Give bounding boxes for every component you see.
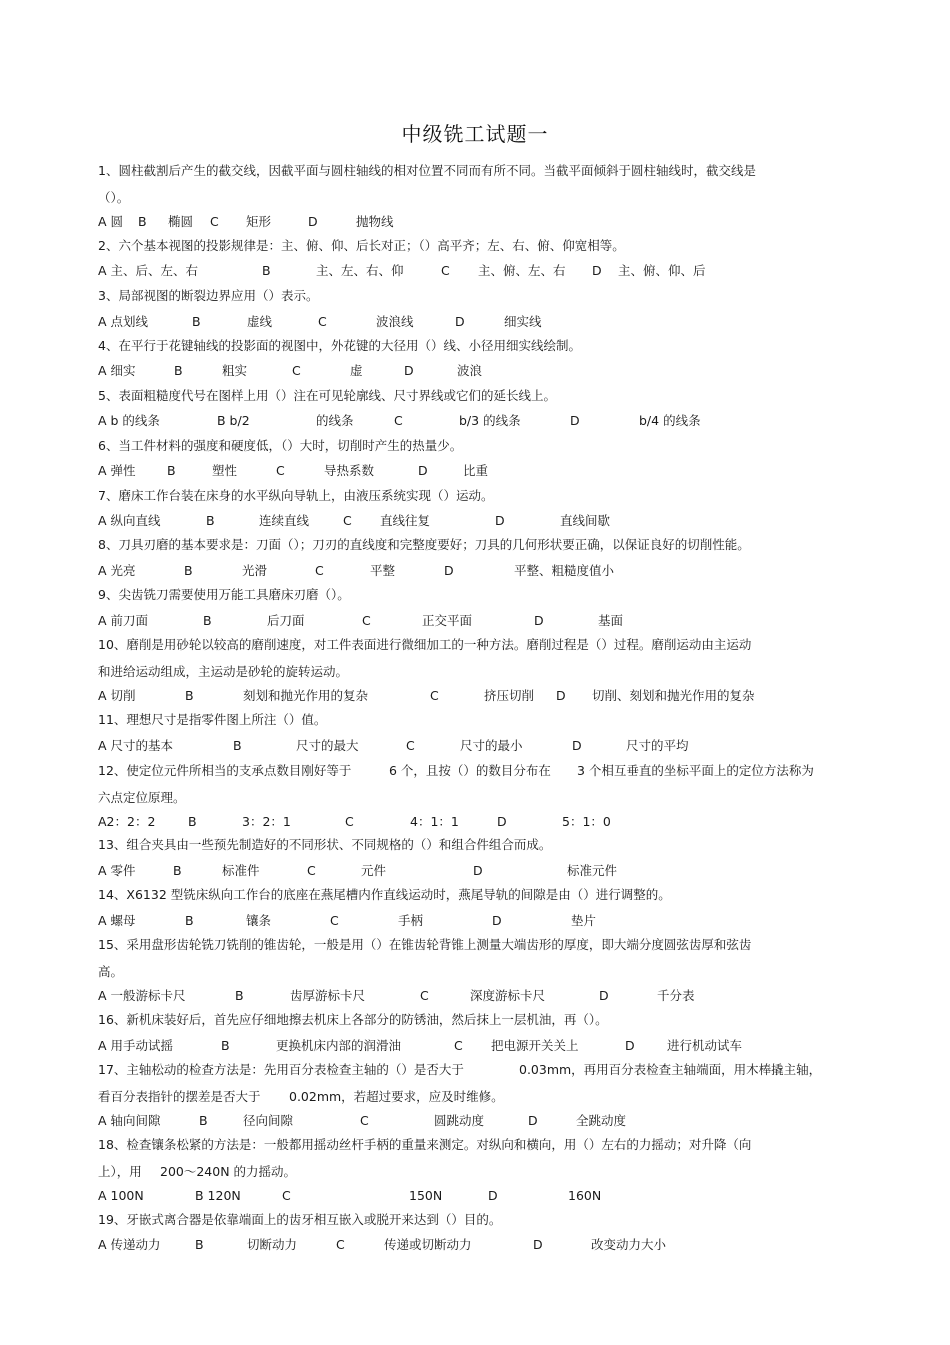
- q1-option-d: 抛物线: [356, 214, 394, 229]
- q7-option-d: 直线间歇: [560, 513, 611, 528]
- q19-option-c-letter: C: [336, 1237, 345, 1252]
- q6-option-d: 比重: [463, 463, 489, 478]
- question-10-text-cont: 和进给运动组成，主运动是砂轮的旋转运动。: [98, 664, 349, 679]
- question-13-text: 13、组合夹具由一些预先制造好的不同形状、不同规格的（）和组合件组合而成。: [98, 837, 552, 852]
- q3-option-b-letter: B: [192, 314, 201, 329]
- q15-option-d-letter: D: [599, 988, 609, 1003]
- q19-option-d-letter: D: [533, 1237, 543, 1252]
- q3-option-c: 波浪线: [376, 314, 414, 329]
- q17-option-d: 全跳动度: [576, 1113, 627, 1128]
- q8-option-a: A 光亮: [98, 563, 136, 578]
- q15-option-d: 千分表: [657, 988, 695, 1003]
- q3-option-c-letter: C: [318, 314, 327, 329]
- q4-option-d-letter: D: [404, 363, 414, 378]
- q13-option-b: 标准件: [222, 863, 260, 878]
- question-18-text-cont: 上），用: [98, 1164, 142, 1179]
- q8-option-c: 平整: [370, 563, 396, 578]
- q17-option-a: A 轴向间隙: [98, 1113, 161, 1128]
- q1-option-c: 矩形: [246, 214, 272, 229]
- q16-option-b-letter: B: [221, 1038, 230, 1053]
- question-8-text: 8、刀具刃磨的基本要求是：刀面（）；刀刃的直线度和完整度要好；刀具的几何形状要正确，以保证良好的切削性能。: [98, 537, 750, 552]
- q5-option-c: b/3 的线条: [459, 413, 521, 428]
- q3-option-d: 细实线: [504, 314, 542, 329]
- q11-option-c: 尺寸的最小: [460, 738, 523, 753]
- q5-option-c-letter: C: [394, 413, 403, 428]
- question-1-text-cont: （）。: [98, 190, 130, 205]
- q12-option-d: 5：1：0: [562, 814, 611, 829]
- q5-option-a: A b 的线条: [98, 413, 160, 428]
- q1-option-d-letter: D: [308, 214, 318, 229]
- q1-option-b: 椭圆: [168, 214, 194, 229]
- q15-option-b-letter: B: [235, 988, 244, 1003]
- q2-option-b-letter: B: [262, 263, 271, 278]
- question-19-text: 19、牙嵌式离合器是依靠端面上的齿牙相互嵌入或脱开来达到（）目的。: [98, 1212, 502, 1227]
- q14-option-a: A 螺母: [98, 913, 136, 928]
- question-18-text-cont-b: 200～240N 的力摇动。: [160, 1164, 297, 1179]
- q13-option-b-letter: B: [173, 863, 182, 878]
- q14-option-d-letter: D: [492, 913, 502, 928]
- q10-option-a: A 切削: [98, 688, 136, 703]
- q4-option-c-letter: C: [292, 363, 301, 378]
- q13-option-c: 元件: [361, 863, 387, 878]
- q4-option-c: 虚: [350, 363, 363, 378]
- q17-option-b: 径向间隙: [243, 1113, 294, 1128]
- q4-option-b: 粗实: [222, 363, 248, 378]
- q8-option-b-letter: B: [184, 563, 193, 578]
- q1-option-c-letter: C: [210, 214, 219, 229]
- q2-option-c-letter: C: [441, 263, 450, 278]
- q3-option-a: A 点划线: [98, 314, 149, 329]
- question-15-text-cont: 高。: [98, 964, 124, 979]
- q9-option-d: 基面: [598, 613, 624, 628]
- q11-option-b-letter: B: [233, 738, 242, 753]
- question-6-text: 6、当工件材料的强度和硬度低，（）大时，切削时产生的热量少。: [98, 438, 463, 453]
- question-15-text: 15、采用盘形齿轮铣刀铣削的锥齿轮，一般是用（）在锥齿轮背锥上测量大端齿形的厚度，即大端分度圆弦齿厚和弦齿: [98, 937, 752, 952]
- question-7-text: 7、磨床工作台装在床身的水平纵向导轨上，由液压系统实现（）运动。: [98, 488, 494, 503]
- q5-option-b: B b/2: [217, 413, 250, 428]
- q7-option-b-letter: B: [206, 513, 215, 528]
- q16-option-c: 把电源开关关上: [491, 1038, 579, 1053]
- q18-option-c: 150N: [409, 1188, 443, 1203]
- q19-option-d: 改变动力大小: [591, 1237, 667, 1252]
- q6-option-b-letter: B: [167, 463, 176, 478]
- q17-option-b-letter: B: [199, 1113, 208, 1128]
- q1-option-a: A 圆: [98, 214, 124, 229]
- q9-option-b: 后刀面: [267, 613, 305, 628]
- q2-option-c: 主、俯、左、右: [478, 263, 566, 278]
- q17-option-c: 圆跳动度: [434, 1113, 485, 1128]
- q2-option-a: A 主、后、左、右: [98, 263, 199, 278]
- q19-option-c: 传递或切断动力: [384, 1237, 472, 1252]
- question-17-text-b: 0.03mm，再用百分表检查主轴端面，用木棒撬主轴，: [519, 1062, 822, 1077]
- q10-option-c-letter: C: [430, 688, 439, 703]
- q10-option-d-letter: D: [556, 688, 566, 703]
- q18-option-b: B 120N: [195, 1188, 241, 1203]
- q14-option-b: 镶条: [246, 913, 272, 928]
- q3-option-b: 虚线: [247, 314, 273, 329]
- question-12-text-c: 3 个相互垂直的坐标平面上的定位方法称为: [577, 763, 814, 778]
- q4-option-b-letter: B: [174, 363, 183, 378]
- q8-option-d-letter: D: [444, 563, 454, 578]
- q4-option-a: A 细实: [98, 363, 136, 378]
- q7-option-c-letter: C: [343, 513, 352, 528]
- q12-option-c-letter: C: [345, 814, 354, 829]
- q5-option-b-cont: 的线条: [316, 413, 354, 428]
- q8-option-b: 光滑: [242, 563, 268, 578]
- q15-option-c: 深度游标卡尺: [470, 988, 546, 1003]
- q14-option-c: 手柄: [398, 913, 424, 928]
- q12-option-d-letter: D: [497, 814, 507, 829]
- q8-option-d: 平整、粗糙度值小: [514, 563, 615, 578]
- q13-option-d: 标准元件: [567, 863, 618, 878]
- q16-option-d: 进行机动试车: [667, 1038, 743, 1053]
- q17-option-d-letter: D: [528, 1113, 538, 1128]
- question-9-text: 9、尖齿铣刀需要使用万能工具磨床刃磨（）。: [98, 587, 350, 602]
- question-17-text: 17、主轴松动的检查方法是：先用百分表检查主轴的（）是否大于: [98, 1062, 464, 1077]
- q12-option-b: 3：2：1: [242, 814, 291, 829]
- question-4-text: 4、在平行于花键轴线的投影面的视图中，外花键的大径用（）线、小径用细实线绘制。: [98, 338, 581, 353]
- q13-option-a: A 零件: [98, 863, 136, 878]
- q4-option-d: 波浪: [457, 363, 483, 378]
- q19-option-b-letter: B: [195, 1237, 204, 1252]
- q1-option-b-letter: B: [138, 214, 147, 229]
- q15-option-b: 齿厚游标卡尺: [290, 988, 366, 1003]
- q18-option-a: A 100N: [98, 1188, 144, 1203]
- question-18-text: 18、检查镶条松紧的方法是：一般都用摇动丝杆手柄的重量来测定。对纵向和横向，用（）左右的力摇动；对升降（向: [98, 1137, 752, 1152]
- q15-option-c-letter: C: [420, 988, 429, 1003]
- q18-option-d-letter: D: [488, 1188, 498, 1203]
- question-14-text: 14、X6132 型铣床纵向工作台的底座在燕尾槽内作直线运动时，燕尾导轨的间隙是由（）进行调整的。: [98, 887, 671, 902]
- q14-option-b-letter: B: [185, 913, 194, 928]
- q7-option-a: A 纵向直线: [98, 513, 161, 528]
- q10-option-d: 切削、刻划和抛光作用的复杂: [592, 688, 755, 703]
- q9-option-c: 正交平面: [422, 613, 473, 628]
- q2-option-b: 主、左、右、仰: [316, 263, 404, 278]
- q2-option-d: 主、俯、仰、后: [618, 263, 706, 278]
- question-16-text: 16、新机床装好后，首先应仔细地擦去机床上各部分的防锈油，然后抹上一层机油，再（）。: [98, 1012, 608, 1027]
- q10-option-c: 挤压切削: [484, 688, 535, 703]
- q13-option-c-letter: C: [307, 863, 316, 878]
- q8-option-c-letter: C: [315, 563, 324, 578]
- question-17-text-cont: 看百分表指针的摆差是否大于: [98, 1089, 261, 1104]
- q16-option-a: A 用手动试摇: [98, 1038, 174, 1053]
- q11-option-c-letter: C: [406, 738, 415, 753]
- q12-option-a: A2：2：2: [98, 814, 156, 829]
- q16-option-c-letter: C: [454, 1038, 463, 1053]
- q19-option-b: 切断动力: [247, 1237, 298, 1252]
- question-10-text: 10、磨削是用砂轮以较高的磨削速度，对工件表面进行微细加工的一种方法。磨削过程是（）过程。磨削运动由主运动: [98, 637, 752, 652]
- q6-option-c-letter: C: [276, 463, 285, 478]
- q10-option-b: 刻划和抛光作用的复杂: [243, 688, 369, 703]
- q6-option-c: 导热系数: [324, 463, 375, 478]
- q6-option-b: 塑性: [212, 463, 238, 478]
- q16-option-d-letter: D: [625, 1038, 635, 1053]
- q14-option-c-letter: C: [330, 913, 339, 928]
- q12-option-b-letter: B: [188, 814, 197, 829]
- q12-option-c: 4：1：1: [410, 814, 459, 829]
- question-12-text-cont: 六点定位原理。: [98, 790, 186, 805]
- q3-option-d-letter: D: [455, 314, 465, 329]
- q7-option-d-letter: D: [495, 513, 505, 528]
- q11-option-d: 尺寸的平均: [626, 738, 689, 753]
- question-3-text: 3、局部视图的断裂边界应用（）表示。: [98, 288, 319, 303]
- q10-option-b-letter: B: [185, 688, 194, 703]
- q18-option-d: 160N: [568, 1188, 602, 1203]
- q19-option-a: A 传递动力: [98, 1237, 161, 1252]
- q6-option-a: A 弹性: [98, 463, 136, 478]
- q11-option-d-letter: D: [572, 738, 582, 753]
- q9-option-a: A 前刀面: [98, 613, 149, 628]
- q5-option-d-letter: D: [570, 413, 580, 428]
- q7-option-c: 直线往复: [380, 513, 431, 528]
- q6-option-d-letter: D: [418, 463, 428, 478]
- question-1-text: 1、圆柱截割后产生的截交线，因截平面与圆柱轴线的相对位置不同而有所不同。当截平面倾斜于圆柱轴线时，截交线是: [98, 163, 756, 178]
- q9-option-d-letter: D: [534, 613, 544, 628]
- q2-option-d-letter: D: [592, 263, 602, 278]
- question-12-text: 12、使定位元件所相当的支承点数目刚好等于: [98, 763, 352, 778]
- q5-option-d: b/4 的线条: [639, 413, 701, 428]
- q7-option-b: 连续直线: [259, 513, 310, 528]
- q16-option-b: 更换机床内部的润滑油: [276, 1038, 402, 1053]
- question-5-text: 5、表面粗糙度代号在图样上用（）注在可见轮廓线、尺寸界线或它们的延长线上。: [98, 388, 556, 403]
- page-title: 中级铣工试题一: [401, 122, 549, 146]
- question-12-text-b: 6 个，且按（）的数目分布在: [389, 763, 551, 778]
- q17-option-c-letter: C: [360, 1113, 369, 1128]
- question-2-text: 2、六个基本视图的投影规律是：主、俯、仰、后长对正；（）高平齐；左、右、俯、仰宽相等。: [98, 238, 625, 253]
- question-17-text-cont-b: 0.02mm，若超过要求，应及时维修。: [289, 1089, 504, 1104]
- q9-option-b-letter: B: [203, 613, 212, 628]
- q14-option-d: 垫片: [571, 913, 597, 928]
- question-11-text: 11、理想尺寸是指零件图上所注（）值。: [98, 712, 327, 727]
- q13-option-d-letter: D: [473, 863, 483, 878]
- q11-option-a: A 尺寸的基本: [98, 738, 174, 753]
- q9-option-c-letter: C: [362, 613, 371, 628]
- q15-option-a: A 一般游标卡尺: [98, 988, 186, 1003]
- q11-option-b: 尺寸的最大: [296, 738, 359, 753]
- q18-option-c-letter: C: [282, 1188, 291, 1203]
